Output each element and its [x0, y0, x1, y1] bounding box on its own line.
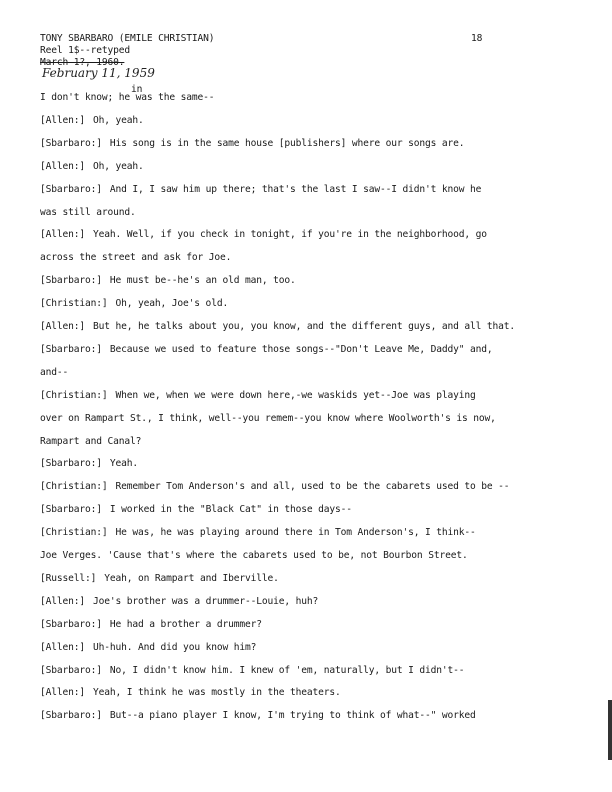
transcript-line [40, 207, 136, 218]
transcript-line [40, 642, 256, 653]
line-text: Yeah, I think he was mostly in the theaters. [93, 687, 341, 699]
line-text: But he, he talks about you, you know, and the different guys, and all that. [93, 321, 515, 332]
line-text: He was, he was playing around there in Tom Anderson's, I think-- [115, 527, 476, 539]
transcript-line [40, 161, 144, 172]
line-text: I worked in the "Black Cat" in those days-- [109, 504, 352, 516]
transcript-line [40, 229, 487, 240]
speaker-label: [ Sbarbaro: ] [40, 665, 102, 676]
transcript-line [40, 550, 468, 561]
transcript-line [40, 413, 496, 424]
speaker-label: [ Christian: ] [40, 390, 108, 401]
speaker-label: [ Sbarbaro: ] [40, 344, 102, 355]
transcript-line [40, 527, 476, 538]
line-text: His song is in the same house [publishers] where our songs are. [109, 137, 465, 149]
transcript-line [40, 390, 476, 401]
line-text: across the street and ask for Joe. [40, 252, 232, 264]
transcript-line [40, 321, 515, 332]
line-text: Uh-huh. And did you know him? [93, 641, 257, 653]
speaker-label: [ Allen: ] [40, 687, 85, 698]
transcript-line [40, 115, 144, 126]
speaker-label: [ Sbarbaro: ] [40, 710, 102, 721]
transcript-line [40, 298, 228, 309]
line-text: Remember Tom Anderson's and all, used to be the cabarets used to be -- [115, 481, 510, 493]
speaker-label: [ Allen: ] [40, 115, 85, 126]
transcript-line [40, 481, 509, 492]
line-text: And I, I saw him up there; that's the last I saw--I didn't know he [109, 183, 482, 195]
line-text: Oh, yeah. [93, 114, 144, 126]
line-text: I don't know; he was the same-- [40, 92, 215, 103]
speaker-label: [ Sbarbaro: ] [40, 504, 102, 515]
line-text: When we, when we were down here,-we waskids yet--Joe was playing [115, 389, 476, 401]
handwritten-date: February 11, 1959 [42, 66, 155, 80]
line-text: But--a piano player I know, I'm trying to think of what--" worked [109, 710, 476, 722]
line-text: He must be--he's an old man, too. [109, 275, 296, 287]
line-text: Joe Verges. 'Cause that's where the cabarets used to be, not Bourbon Street. [40, 550, 468, 561]
transcript-line [40, 619, 262, 630]
speaker-label: [ Sbarbaro: ] [40, 184, 102, 195]
speaker-label: [ Sbarbaro: ] [40, 275, 102, 286]
line-text: He had a brother a drummer? [109, 618, 262, 630]
line-text: Yeah. Well, if you check in tonight, if you're in the neighborhood, go [93, 229, 487, 241]
speaker-label: [ Russell: ] [40, 573, 96, 584]
transcript-line [40, 367, 68, 378]
transcript-line [40, 710, 476, 721]
line-text: over on Rampart St., I think, well--you remem--you know where Woolworth's is now, [40, 412, 496, 424]
transcript-line [40, 275, 296, 286]
line-text: No, I didn't know him. I knew of 'em, naturally, but I didn't-- [109, 664, 465, 676]
reel-label: Reel 1$--retyped [40, 45, 131, 56]
transcript-line [40, 665, 464, 676]
speaker-label: [ Christian: ] [40, 298, 108, 309]
scan-edge-mark [608, 700, 612, 760]
speaker-label: [ Sbarbaro: ] [40, 619, 102, 630]
speaker-label: [ Sbarbaro: ] [40, 138, 102, 149]
page-number: 18 [471, 33, 483, 44]
speaker-label: [ Christian: ] [40, 481, 108, 492]
line-text: Rampart and Canal? [40, 435, 142, 447]
transcript-line [40, 504, 352, 515]
line-text: Yeah, on Rampart and Iberville. [104, 572, 279, 584]
speaker-label: [ Sbarbaro: ] [40, 458, 102, 469]
struck-date: March 1?, 1960. [40, 57, 125, 68]
line-text: and-- [40, 366, 69, 378]
transcript-line [40, 596, 318, 607]
line-text: Joe's brother was a drummer--Louie, huh? [93, 595, 319, 607]
line-text: was still around. [40, 206, 136, 218]
transcript-line [40, 573, 279, 584]
transcript-line [40, 184, 481, 195]
handwritten-insert: in [131, 84, 143, 95]
transcript-line [40, 458, 138, 469]
speaker-label: [ Allen: ] [40, 596, 85, 607]
transcript-line [40, 687, 341, 698]
transcript-line [40, 92, 214, 103]
line-text: Oh, yeah, Joe's old. [115, 298, 229, 310]
speaker-label: [ Allen: ] [40, 321, 85, 332]
line-text: Oh, yeah. [93, 160, 144, 172]
transcript-line [40, 436, 141, 447]
transcript-line [40, 138, 464, 149]
transcript-line [40, 252, 231, 263]
line-text: Because we used to feature those songs--"Don't Leave Me, Daddy" and, [109, 343, 493, 355]
speaker-label: [ Christian: ] [40, 527, 108, 538]
speaker-label: [ Allen: ] [40, 642, 85, 653]
document-title: TONY SBARBARO (EMILE CHRISTIAN) [40, 33, 215, 44]
transcript-line [40, 344, 493, 355]
speaker-label: [ Allen: ] [40, 229, 85, 240]
speaker-label: [ Allen: ] [40, 161, 85, 172]
line-text: Yeah. [109, 458, 139, 470]
